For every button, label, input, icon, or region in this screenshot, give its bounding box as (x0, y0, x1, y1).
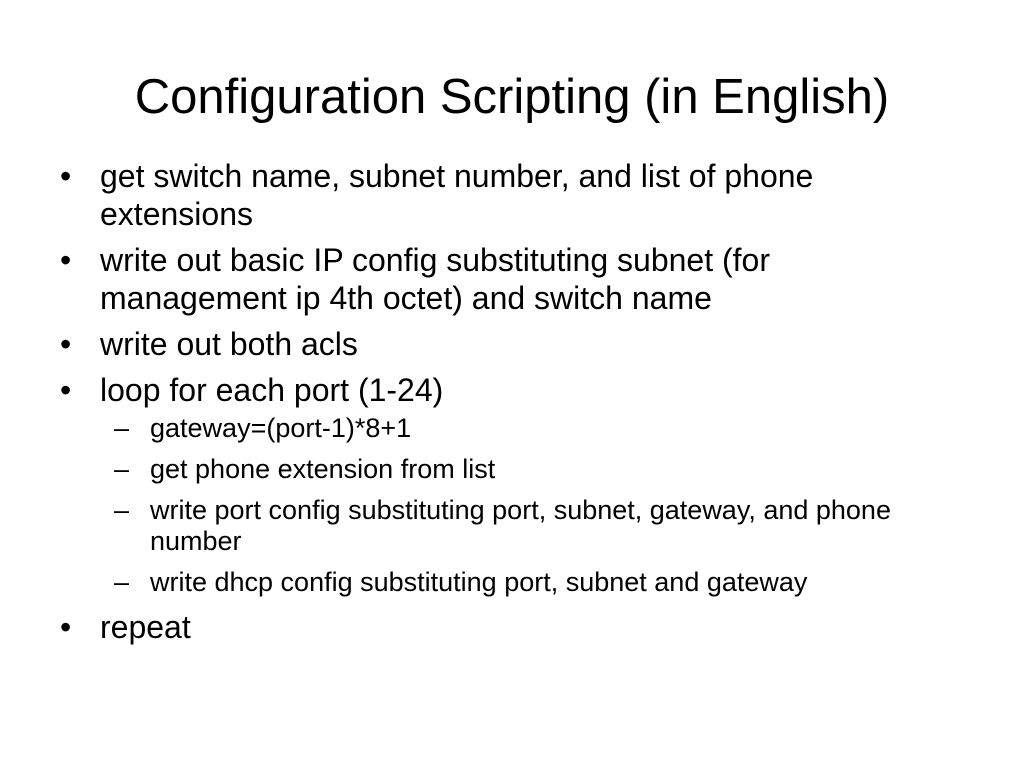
bullet-icon: • (60, 372, 72, 408)
dash-icon: – (114, 495, 130, 525)
dash-icon: – (114, 567, 130, 597)
bullet-list (56, 157, 956, 654)
bullet-item (56, 241, 956, 317)
bullet-item (56, 371, 956, 598)
sub-bullet-text: gateway=(port-1)*8+1 (150, 413, 412, 443)
bullet-text: write out basic IP config substituting subnet (for management ip 4th octet) and switch name (100, 242, 770, 316)
bullet-item (56, 157, 956, 233)
bullet-item (56, 325, 956, 363)
sub-bullet-text: write dhcp config substituting port, subnet and gateway (150, 567, 808, 597)
dash-icon: – (114, 413, 130, 443)
slide-title: Configuration Scripting (in English) (134, 70, 890, 124)
bullet-text: loop for each port (1-24) (100, 372, 444, 408)
bullet-icon: • (60, 158, 72, 194)
bullet-text: get switch name, subnet number, and list of phone extensions (100, 158, 814, 232)
bullet-text: repeat (100, 609, 191, 645)
sub-bullet-item (106, 454, 956, 485)
bullet-text: write out both acls (100, 326, 358, 362)
dash-icon: – (114, 454, 130, 484)
bullet-icon: • (60, 609, 72, 645)
sub-bullet-text: get phone extension from list (150, 454, 496, 484)
sub-bullet-item (106, 567, 956, 598)
sub-bullet-list (100, 413, 956, 598)
bullet-icon: • (60, 326, 72, 362)
bullet-icon: • (60, 242, 72, 278)
sub-bullet-item (106, 413, 956, 444)
sub-bullet-text: write port config substituting port, subnet, gateway, and phone number (150, 495, 891, 556)
bullet-item (56, 608, 956, 646)
sub-bullet-item (106, 495, 956, 557)
